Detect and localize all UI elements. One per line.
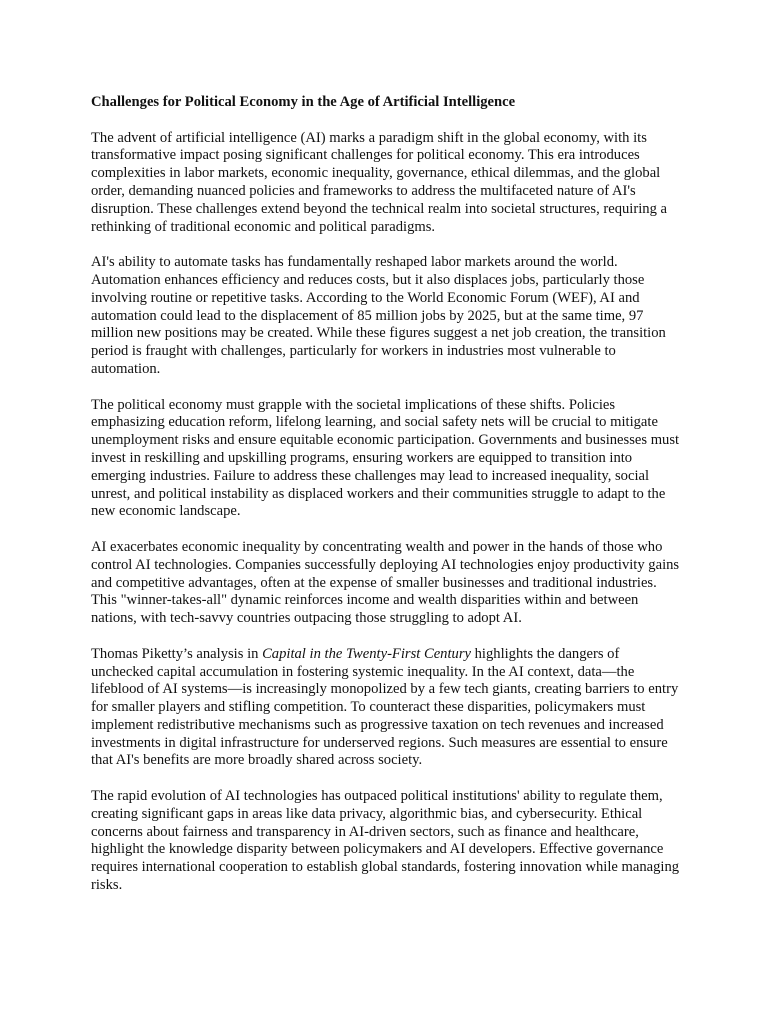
document-page <box>91 94 683 913</box>
document-title: Challenges for Political Economy in the Age of Artificial Intelligence <box>91 94 516 110</box>
paragraph-intro: The advent of artificial intelligence (AI) marks a paradigm shift in the global economy, with its transformative impact posing significant challenges for political economy. This era introduces complexities in labor markets, economic inequality, governance, ethical dilemmas, and the global order, demanding nuanced policies and frameworks to address the multifaceted nature of AI's disruption. These challenges extend beyond the technical realm into societal structures, requiring a rethinking of traditional economic and political paradigms. <box>91 129 667 235</box>
paragraph-governance: The rapid evolution of AI technologies has outpaced political institutions' ability to regulate them, creating significant gaps in areas like data privacy, algorithmic bias, and cybersecurity. Ethical concerns about fairness and transparency in AI-driven sectors, such as finance and healthcare, highlight the knowledge disparity between policymakers and AI developers. Effective governance requires international cooperation to establish global standards, fostering innovation while managing risks. <box>91 788 680 894</box>
piketty-text-before: Thomas Piketty’s analysis in <box>91 645 263 662</box>
book-title: Capital in the Twenty-First Century <box>262 645 471 662</box>
paragraph-political-economy: The political economy must grapple with the societal implications of these shifts. Policies emphasizing education reform, lifelong learning, and social safety nets will be crucial to mitigate unemployment risks and ensure equitable economic participation. Governments and businesses must invest in reskilling and upskilling programs, ensuring workers are equipped to transition into emerging industries. Failure to address these challenges may lead to increased inequality, social unrest, and political instability as displaced workers and their communities struggle to adapt to the new economic landscape. <box>91 396 680 520</box>
piketty-text-after: highlights the dangers of unchecked capital accumulation in fostering systemic inequality. In the AI context, data—the lifeblood of AI systems—is increasingly monopolized by a few tech giants, creating barriers to entry for smaller players and stifling competition. To counteract these disparities, policymakers must implement redistributive mechanisms such as progressive taxation on tech revenues and increased investments in digital infrastructure for underserved regions. Such measures are essential to ensure that AI's benefits are more broadly shared across society. <box>91 645 679 769</box>
paragraph-labor-markets: AI's ability to automate tasks has fundamentally reshaped labor markets around the world. Automation enhances efficiency and reduces costs, but it also displaces jobs, particularly those involving routine or repetitive tasks. According to the World Economic Forum (WEF), AI and automation could lead to the displacement of 85 million jobs by 2025, but at the same time, 97 million new positions may be created. While these figures suggest a net job creation, the transition period is fraught with challenges, particularly for workers in industries most vulnerable to automation. <box>91 254 666 377</box>
paragraph-piketty <box>91 646 683 771</box>
paragraph-inequality: AI exacerbates economic inequality by concentrating wealth and power in the hands of those who control AI technologies. Companies successfully deploying AI technologies enjoy productivity gains and competitive advantages, often at the expense of smaller businesses and traditional industries. This "winner-takes-all" dynamic reinforces income and wealth disparities within and between nations, with tech-savvy countries outpacing those struggling to adopt AI. <box>91 538 680 627</box>
